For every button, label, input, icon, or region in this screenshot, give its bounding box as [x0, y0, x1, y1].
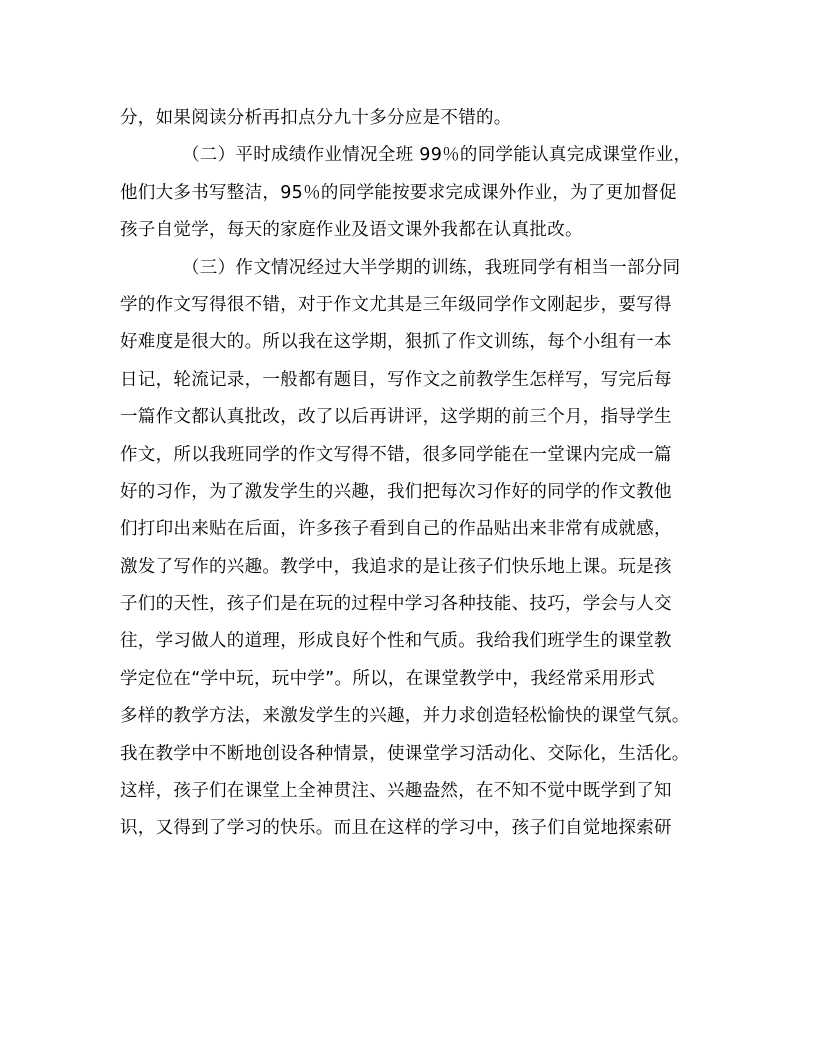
text-line-11: 好的习作，为了激发学生的兴趣，我们把每次习作好的同学的作文教他 [120, 481, 672, 502]
text-line-1: 分，如果阅读分析再扣点分九十多分应是不错的。 [120, 108, 512, 128]
text-line-8: 日记，轮流记录，一般都有题目，写作文之前教学生怎样写，写完后每 [120, 369, 672, 390]
text-line-2: （二）平时成绩作业情况全班 99％的同学能认真完成课堂作业， [182, 145, 692, 166]
text-line-3: 他们大多书写整洁，95％的同学能按要求完成课外作业，为了更加督促 [120, 182, 677, 203]
text-line-18: 我在教学中不断地创设各种情景，使课堂学习活动化、交际化，生活化。 [120, 743, 690, 764]
text-line-12: 们打印出来贴在后面，许多孩子看到自己的作品贴出来非常有成就感， [120, 519, 672, 540]
text-line-15: 往，学习做人的道理，形成良好个性和气质。我给我们班学生的课堂教 [120, 631, 672, 652]
text-line-14: 子们的天性，孩子们是在玩的过程中学习各种技能、技巧，学会与人交 [120, 594, 672, 615]
text-line-20: 识，又得到了学习的快乐。而且在这样的学习中，孩子们自觉地探索研 [120, 818, 672, 839]
text-line-9: 一篇作文都认真批改，改了以后再讲评，这学期的前三个月，指导学生 [120, 407, 672, 428]
text-line-19: 这样，孩子们在课堂上全神贯注、兴趣盎然，在不知不觉中既学到了知 [120, 781, 672, 802]
text-line-7: 好难度是很大的。所以我在这学期，狠抓了作文训练，每个小组有一本 [120, 332, 672, 353]
text-line-4: 孩子自觉学，每天的家庭作业及语文课外我都在认真批改。 [120, 220, 583, 241]
body-text [120, 100, 700, 848]
text-line-16: 学定位在“学中玩，玩中学”。所以，在课堂教学中，我经常采用形式 [120, 668, 655, 689]
text-line-5: （三）作文情况经过大半学期的训练，我班同学有相当一部分同 [182, 257, 681, 278]
text-line-10: 作文，所以我班同学的作文写得不错，很多同学能在一堂课内完成一篇 [120, 444, 672, 465]
text-line-6: 学的作文写得很不错，对于作文尤其是三年级同学作文刚起步，要写得 [120, 294, 672, 315]
text-line-13: 激发了写作的兴趣。教学中，我追求的是让孩子们快乐地上课。玩是孩 [120, 556, 672, 577]
text-line-17: 多样的教学方法，来激发学生的兴趣，并力求创造轻松愉快的课堂气氛。 [120, 706, 690, 727]
